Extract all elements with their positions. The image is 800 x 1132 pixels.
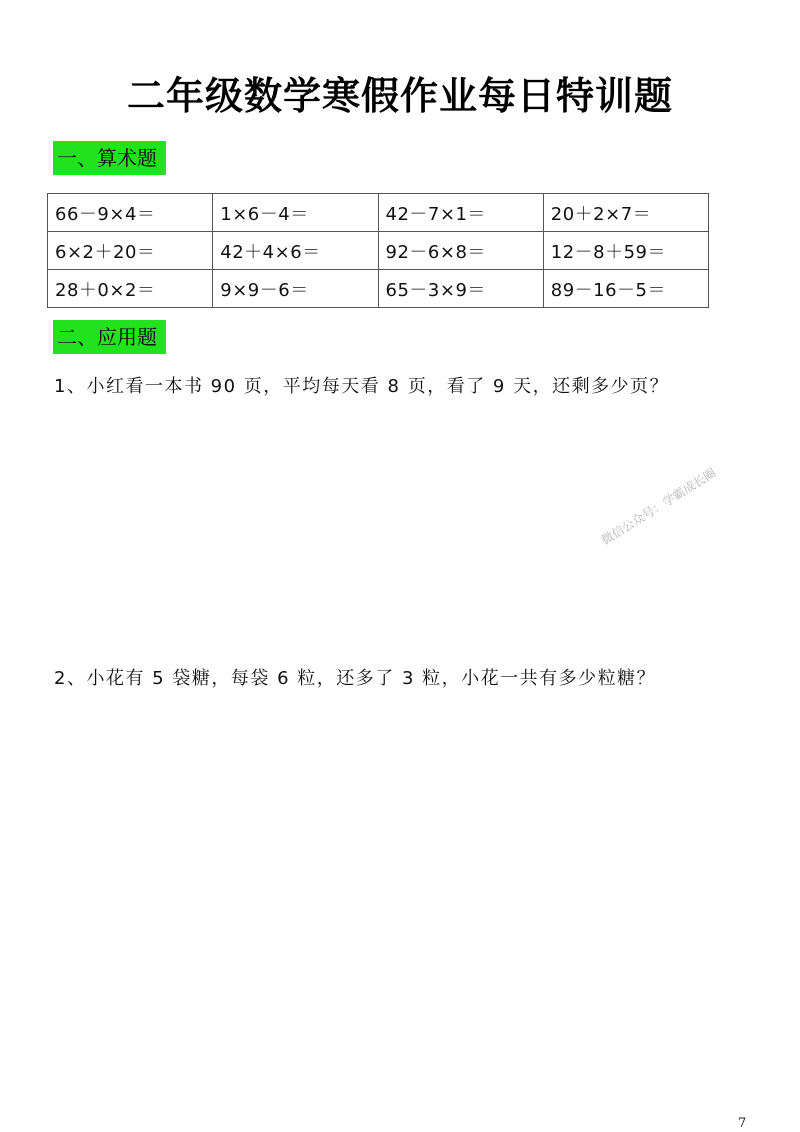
page-number: 7 — [738, 1116, 747, 1131]
watermark: 微信公众号：学霸成长圈 — [599, 465, 719, 548]
problem-cell: 66－9×4＝ — [48, 194, 213, 232]
problem-cell: 9×9－6＝ — [213, 270, 378, 308]
problem-cell: 12－8＋59＝ — [543, 232, 708, 270]
section-label-arithmetic: 一、算术题 — [53, 141, 166, 175]
word-problem-2: 2、小花有 5 袋糖，每袋 6 粒，还多了 3 粒，小花一共有多少粒糖？ — [54, 668, 657, 689]
page-title: 二年级数学寒假作业每日特训题 — [126, 74, 673, 118]
table-row — [48, 194, 709, 232]
arithmetic-table — [47, 193, 709, 308]
problem-cell: 28＋0×2＝ — [48, 270, 213, 308]
problem-cell: 42＋4×6＝ — [213, 232, 378, 270]
problem-cell: 20＋2×7＝ — [543, 194, 708, 232]
problem-cell: 65－3×9＝ — [378, 270, 543, 308]
word-problem-1: 1、小红看一本书 90 页，平均每天看 8 页，看了 9 天，还剩多少页？ — [54, 376, 670, 397]
table-row — [48, 232, 709, 270]
section-label-word-problems: 二、应用题 — [53, 320, 166, 354]
problem-cell: 89－16－5＝ — [543, 270, 708, 308]
problem-cell: 92－6×8＝ — [378, 232, 543, 270]
problem-cell: 42－7×1＝ — [378, 194, 543, 232]
problem-cell: 1×6－4＝ — [213, 194, 378, 232]
problem-cell: 6×2＋20＝ — [48, 232, 213, 270]
table-row — [48, 270, 709, 308]
